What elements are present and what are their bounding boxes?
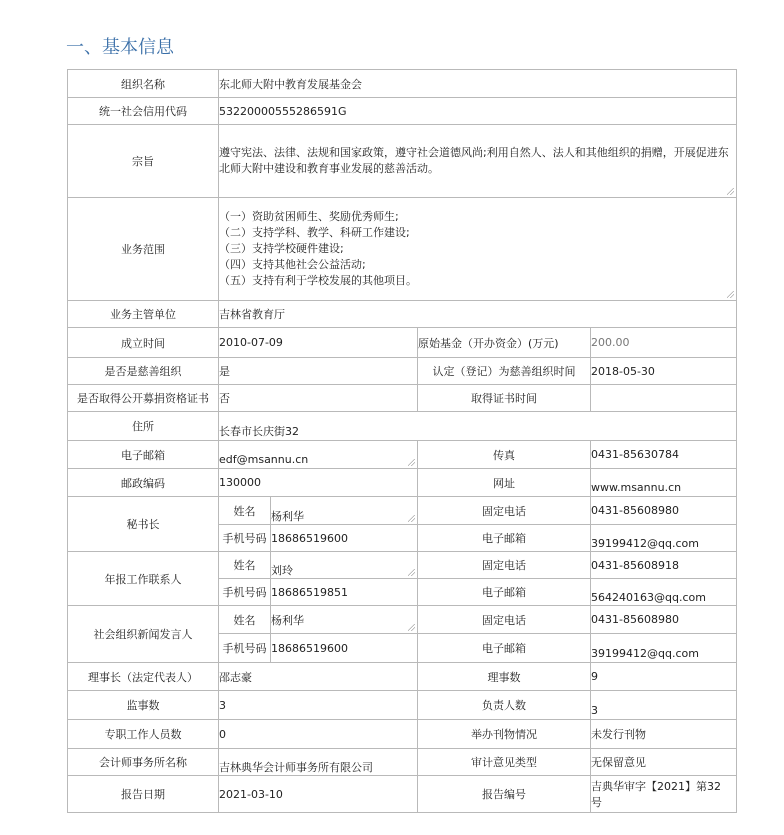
org-name-value: 东北师大附中教育发展基金会 bbox=[219, 70, 737, 98]
report-contact-label: 年报工作联系人 bbox=[68, 552, 219, 606]
report-contact-tel: 0431-85608918 bbox=[591, 552, 737, 579]
leaders-value bbox=[591, 691, 737, 720]
website-label: 网址 bbox=[418, 469, 591, 497]
fax-label: 传真 bbox=[418, 441, 591, 469]
report-no-line-2: 号 bbox=[591, 796, 602, 809]
spokesperson-mobile: 18686519600 bbox=[271, 634, 418, 663]
accounting-firm-text: 吉林典华会计师事务所有限公司 bbox=[219, 761, 373, 774]
fundraising-label: 是否取得公开募捐资格证书 bbox=[68, 385, 219, 412]
spokesperson-mobile-label: 手机号码 bbox=[219, 634, 271, 663]
credit-code-value: 53220000555286591G bbox=[219, 98, 737, 125]
cert-time-value bbox=[591, 385, 737, 412]
chairman-label: 理事长（法定代表人） bbox=[68, 663, 219, 691]
spokesperson-email-text: 39199412@qq.com bbox=[591, 646, 699, 660]
resize-handle-icon[interactable] bbox=[727, 188, 734, 195]
supervisors-label: 监事数 bbox=[68, 691, 219, 720]
spokesperson-email-label: 电子邮箱 bbox=[418, 634, 591, 663]
directors-value: 9 bbox=[591, 663, 737, 691]
report-date-value: 2021-03-10 bbox=[219, 776, 418, 813]
postcode-label: 邮政编码 bbox=[68, 469, 219, 497]
secretary-name-input[interactable] bbox=[271, 497, 418, 525]
secretary-tel: 0431-85608980 bbox=[591, 497, 737, 525]
report-no-line-1: 吉典华审字【2021】第32 bbox=[591, 780, 721, 793]
scope-textarea[interactable] bbox=[219, 198, 737, 301]
secretary-name-label: 姓名 bbox=[219, 497, 271, 525]
resize-handle-icon[interactable] bbox=[408, 515, 415, 522]
report-date-label: 报告日期 bbox=[68, 776, 219, 813]
directors-label: 理事数 bbox=[418, 663, 591, 691]
fund-label: 原始基金（开办资金）(万元) bbox=[418, 328, 591, 358]
email-label: 电子邮箱 bbox=[68, 441, 219, 469]
scope-line-2: （二）支持学科、教学、科研工作建设; bbox=[219, 226, 410, 239]
founded-label: 成立时间 bbox=[68, 328, 219, 358]
secretary-email bbox=[591, 525, 737, 552]
purpose-label: 宗旨 bbox=[68, 125, 219, 198]
secretary-mobile-label: 手机号码 bbox=[219, 525, 271, 552]
scope-line-1: （一）资助贫困师生、奖励优秀师生; bbox=[219, 210, 399, 223]
report-contact-email-text: 564240163@qq.com bbox=[591, 590, 706, 604]
spokesperson-name-input[interactable] bbox=[271, 606, 418, 634]
report-contact-email-label: 电子邮箱 bbox=[418, 579, 591, 606]
email-input[interactable] bbox=[219, 441, 418, 469]
accounting-firm-label: 会计师事务所名称 bbox=[68, 749, 219, 776]
address-label: 住所 bbox=[68, 412, 219, 441]
scope-line-4: （四）支持其他社会公益活动; bbox=[219, 258, 366, 271]
report-contact-tel-label: 固定电话 bbox=[418, 552, 591, 579]
leaders-label: 负责人数 bbox=[418, 691, 591, 720]
publication-value: 未发行刊物 bbox=[591, 720, 737, 749]
charity-date-value: 2018-05-30 bbox=[591, 358, 737, 385]
resize-handle-icon[interactable] bbox=[408, 624, 415, 631]
resize-handle-icon[interactable] bbox=[408, 459, 415, 466]
spokesperson-tel-label: 固定电话 bbox=[418, 606, 591, 634]
audit-opinion-value: 无保留意见 bbox=[591, 749, 737, 776]
secretary-label: 秘书长 bbox=[68, 497, 219, 552]
spokesperson-name-label: 姓名 bbox=[219, 606, 271, 634]
report-contact-name-input[interactable] bbox=[271, 552, 418, 579]
founded-value: 2010-07-09 bbox=[219, 328, 418, 358]
report-no-label: 报告编号 bbox=[418, 776, 591, 813]
secretary-tel-label: 固定电话 bbox=[418, 497, 591, 525]
supervisor-label: 业务主管单位 bbox=[68, 301, 219, 328]
secretary-email-label: 电子邮箱 bbox=[418, 525, 591, 552]
report-contact-mobile: 18686519851 bbox=[271, 579, 418, 606]
spokesperson-name: 杨利华 bbox=[271, 613, 304, 627]
report-no-value bbox=[591, 776, 737, 813]
publication-label: 举办刊物情况 bbox=[418, 720, 591, 749]
website-value bbox=[591, 469, 737, 497]
supervisor-value: 吉林省教育厅 bbox=[219, 301, 737, 328]
report-contact-mobile-label: 手机号码 bbox=[219, 579, 271, 606]
scope-label: 业务范围 bbox=[68, 198, 219, 301]
address-text: 长春市长庆街32 bbox=[219, 425, 299, 438]
report-contact-name: 刘玲 bbox=[271, 564, 293, 577]
scope-line-3: （三）支持学校硬件建设; bbox=[219, 242, 344, 255]
audit-opinion-label: 审计意见类型 bbox=[418, 749, 591, 776]
staff-value: 0 bbox=[219, 720, 418, 749]
spokesperson-label: 社会组织新闻发言人 bbox=[68, 606, 219, 663]
staff-label: 专职工作人员数 bbox=[68, 720, 219, 749]
resize-handle-icon[interactable] bbox=[727, 291, 734, 298]
purpose-textarea[interactable] bbox=[219, 125, 737, 198]
is-charity-label: 是否是慈善组织 bbox=[68, 358, 219, 385]
postcode-value: 130000 bbox=[219, 469, 418, 497]
accounting-firm-value bbox=[219, 749, 418, 776]
report-contact-email bbox=[591, 579, 737, 606]
purpose-line-1: 遵守宪法、法律、法规和国家政策，遵守社会道德风尚;利用自然人、法人和其他组织的捐赠，开展促进东 bbox=[219, 146, 729, 159]
resize-handle-icon[interactable] bbox=[408, 569, 415, 576]
address-value bbox=[219, 412, 737, 441]
secretary-name: 杨利华 bbox=[271, 509, 304, 523]
supervisors-value: 3 bbox=[219, 691, 418, 720]
secretary-mobile: 18686519600 bbox=[271, 525, 418, 552]
website-text: www.msannu.cn bbox=[591, 481, 682, 494]
secretary-email-text: 39199412@qq.com bbox=[591, 536, 699, 550]
spokesperson-email bbox=[591, 634, 737, 663]
credit-code-label: 统一社会信用代码 bbox=[68, 98, 219, 125]
org-name-label: 组织名称 bbox=[68, 70, 219, 98]
charity-date-label: 认定（登记）为慈善组织时间 bbox=[418, 358, 591, 385]
fax-value: 0431-85630784 bbox=[591, 441, 737, 469]
cert-time-label: 取得证书时间 bbox=[418, 385, 591, 412]
report-contact-name-label: 姓名 bbox=[219, 552, 271, 579]
chairman-value: 邵志豪 bbox=[219, 663, 418, 691]
email-text: edf@msannu.cn bbox=[219, 453, 309, 466]
section-title: 一、基本信息 bbox=[66, 37, 174, 58]
is-charity-value: 是 bbox=[219, 358, 418, 385]
scope-line-5: （五）支持有利于学校发展的其他项目。 bbox=[219, 274, 417, 287]
spokesperson-tel: 0431-85608980 bbox=[591, 606, 737, 634]
leaders-text: 3 bbox=[591, 703, 598, 717]
fund-value: 200.00 bbox=[591, 328, 737, 358]
fundraising-value: 否 bbox=[219, 385, 418, 412]
basic-info-table bbox=[67, 69, 737, 813]
purpose-line-2: 北师大附中建设和教育事业发展的慈善活动。 bbox=[219, 162, 439, 175]
